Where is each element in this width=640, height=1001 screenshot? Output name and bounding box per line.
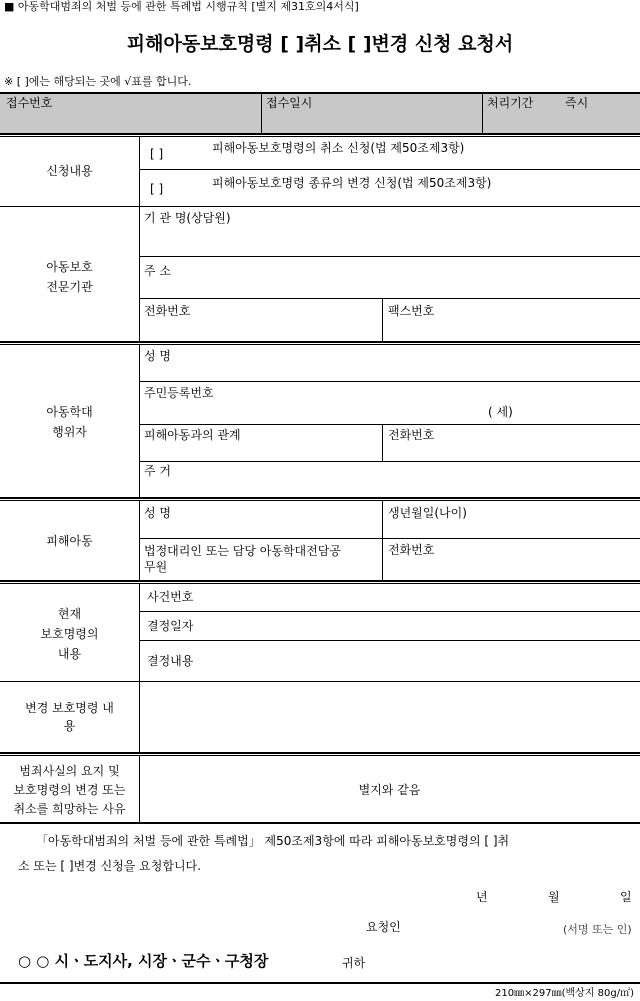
divider	[0, 136, 640, 137]
request-option2-checkbox[interactable]: [ ]	[150, 182, 164, 196]
agency-section-label	[0, 257, 139, 297]
offender-section-label-line1: 아동학대	[46, 405, 93, 419]
offender-phone-label: 전화번호	[388, 428, 435, 442]
divider	[0, 681, 640, 682]
divider	[0, 341, 640, 343]
change-section-label-line2: 용	[63, 719, 76, 733]
statement-line1: 「아동학대범죄의 처벌 등에 관한 특례법」 제50조제3항에 따라 피해아동보호명령의 [ ]취	[36, 834, 510, 848]
divider	[0, 497, 640, 499]
divider	[139, 424, 640, 425]
decision-content-label: 결정내용	[147, 654, 194, 668]
divider	[0, 752, 640, 754]
check-note: ※ [ ]에는 해당되는 곳에 √표를 합니다.	[4, 75, 192, 88]
divider	[261, 93, 262, 133]
reason-section-label-line1: 범죄사실의 요지 및	[19, 764, 120, 778]
agency-address-label: 주 소	[144, 264, 171, 278]
request-option1-checkbox[interactable]: [ ]	[150, 147, 164, 161]
change-section-label-line1: 변경 보호명령 내	[25, 701, 114, 715]
divider	[139, 137, 140, 207]
divider	[139, 169, 640, 170]
processing-period-value: 즉시	[565, 96, 589, 110]
addressee-suffix: 귀하	[342, 956, 366, 970]
reason-section-label	[0, 762, 139, 819]
offender-rrn-label: 주민등록번호	[144, 386, 214, 400]
divider	[0, 133, 640, 135]
victim-guardian-label	[144, 543, 341, 575]
divider	[139, 611, 640, 612]
divider	[139, 538, 640, 539]
statement-line2: 소 또는 [ ]변경 신청을 요청합니다.	[18, 859, 201, 873]
divider	[139, 640, 640, 641]
divider	[0, 580, 640, 582]
offender-section-label-line2: 행위자	[52, 425, 87, 439]
reason-section-label-line2: 보호명령의 변경 또는	[13, 783, 126, 797]
page-title: 피해아동보호명령 [ ]취소 [ ]변경 신청 요청서	[126, 33, 514, 55]
offender-name-label: 성 명	[144, 349, 171, 363]
divider	[0, 583, 640, 584]
divider	[139, 298, 640, 299]
divider	[0, 755, 640, 756]
addressee-name: ○ ○ 시ㆍ도지사, 시장ㆍ군수ㆍ구청장	[18, 952, 269, 970]
receipt-box	[0, 93, 640, 133]
agency-phone-label: 전화번호	[144, 304, 191, 318]
reason-value: 별지와 같음	[358, 783, 421, 797]
divider	[0, 982, 640, 984]
victim-phone-label: 전화번호	[388, 543, 435, 557]
divider	[139, 461, 640, 462]
request-option2-label: 피해아동보호명령 종류의 변경 신청(법 제50조제3항)	[212, 176, 492, 190]
current-order-section-label	[0, 604, 139, 664]
date-year-label: 년	[476, 890, 488, 904]
divider	[482, 93, 483, 133]
agency-section-label-line1: 아동보호	[46, 260, 93, 274]
victim-birth-label: 생년월일(나이)	[388, 506, 467, 520]
case-number-label: 사건번호	[147, 590, 194, 604]
victim-guardian-label-line1: 법정대리인 또는 담당 아동학대전담공	[144, 544, 341, 558]
agency-name-label: 기 관 명(상담원)	[144, 211, 231, 225]
agency-section-label-line2: 전문기관	[46, 280, 93, 294]
date-day-label: 일	[620, 890, 632, 904]
reason-section-label-line3: 취소를 희망하는 사유	[13, 802, 126, 816]
offender-section-label	[0, 402, 139, 442]
divider	[139, 584, 140, 752]
offender-relation-label: 피해아동과의 관계	[144, 428, 241, 442]
agency-fax-label: 팩스번호	[388, 304, 435, 318]
divider	[139, 256, 640, 257]
divider	[0, 92, 640, 94]
form-reference: ■ 아동학대범죄의 처벌 등에 관한 특례법 시행규칙 [별지 제31호의4서식]	[4, 0, 359, 13]
date-month-label: 월	[548, 890, 560, 904]
divider	[139, 207, 140, 341]
receipt-date-label: 접수일시	[266, 96, 313, 110]
divider	[139, 501, 140, 580]
paper-size: 210㎜×297㎜(백상지 80g/㎡)	[495, 988, 634, 999]
divider	[0, 822, 640, 824]
receipt-number-label: 접수번호	[6, 96, 53, 110]
current-order-section-label-line3: 내용	[57, 647, 82, 661]
request-option1-label: 피해아동보호명령의 취소 신청(법 제50조제3항)	[212, 141, 465, 155]
divider	[0, 206, 640, 207]
request-section-label: 신청내용	[46, 164, 93, 178]
applicant-label: 요청인	[366, 920, 401, 934]
offender-address-label: 주 거	[144, 464, 171, 478]
processing-period-label: 처리기간	[487, 96, 534, 110]
divider	[0, 344, 640, 345]
victim-section-label: 피해아동	[46, 534, 93, 548]
divider	[382, 298, 383, 341]
divider	[139, 345, 140, 497]
victim-guardian-label-line2: 무원	[144, 560, 168, 574]
divider	[0, 500, 640, 501]
current-order-section-label-line1: 현재	[57, 607, 82, 621]
change-section-label	[0, 699, 139, 735]
divider	[382, 501, 383, 580]
signature-label: (서명 또는 인)	[563, 923, 632, 936]
divider	[382, 424, 383, 461]
offender-age-label: ( 세)	[488, 405, 513, 419]
divider	[139, 381, 640, 382]
victim-name-label: 성 명	[144, 506, 171, 520]
current-order-section-label-line2: 보호명령의	[40, 627, 99, 641]
decision-date-label: 결정일자	[147, 619, 194, 633]
